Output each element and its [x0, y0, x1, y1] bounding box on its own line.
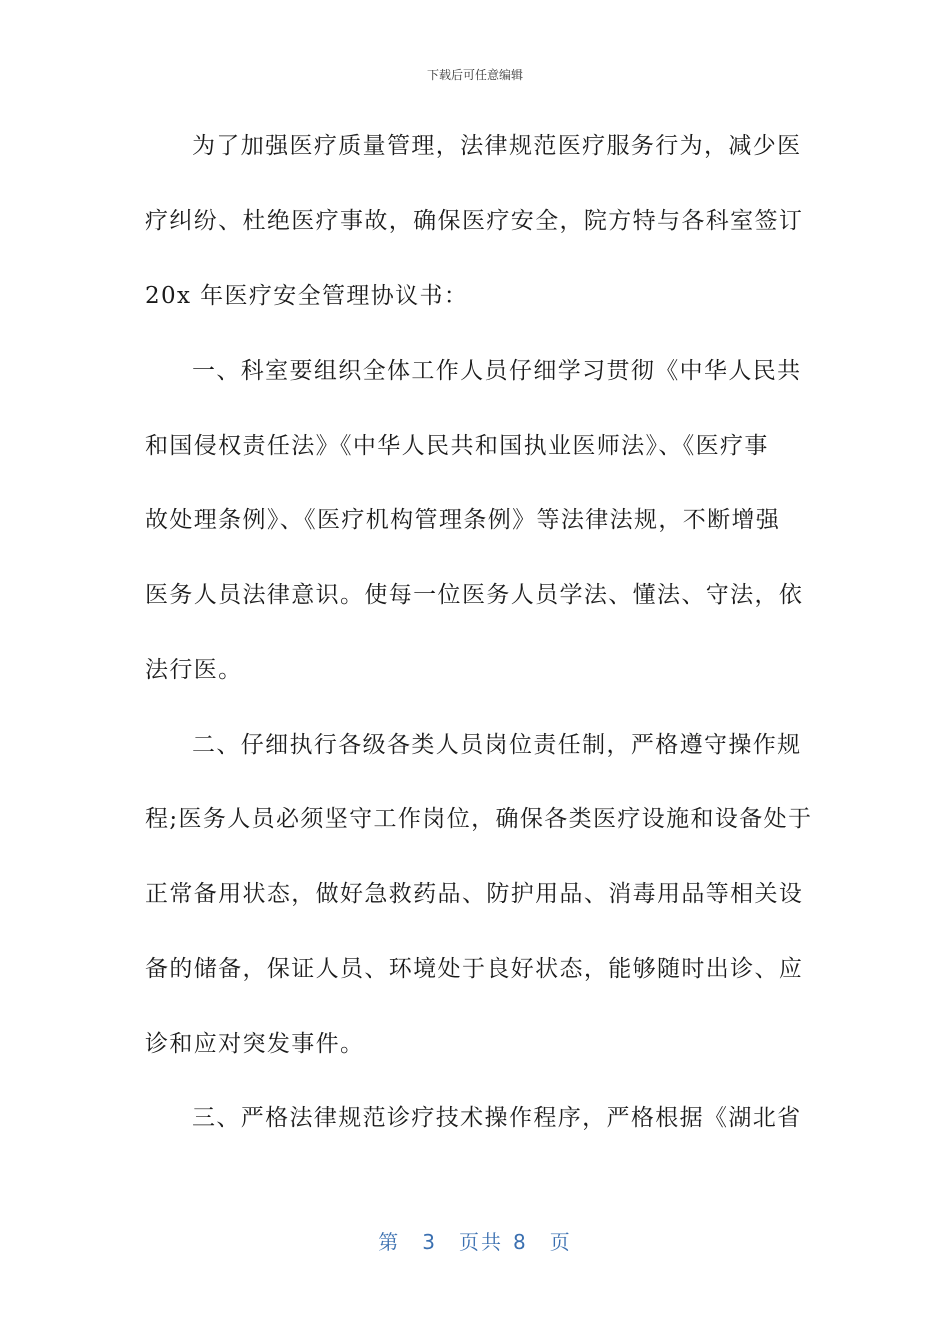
- footer-prefix: 第: [378, 1230, 401, 1254]
- paragraph-4-line-1: 三、严格法律规范诊疗技术操作程序，严格根据《湖北省: [192, 1105, 802, 1131]
- footer-middle: 页共: [459, 1230, 503, 1254]
- paragraph-3-line-5: 诊和应对突发事件。: [145, 1031, 365, 1057]
- paragraph-2-line-4: 医务人员法律意识。使每一位医务人员学法、懂法、守法，依: [145, 582, 804, 608]
- paragraph-1-line-2: 疗纠纷、杜绝医疗事故，确保医疗安全，院方特与各科室签订: [145, 208, 804, 234]
- paragraph-3-line-1: 二、仔细执行各级各类人员岗位责任制，严格遵守操作规: [192, 732, 802, 758]
- paragraph-3-line-4: 备的储备，保证人员、环境处于良好状态，能够随时出诊、应: [145, 956, 804, 982]
- paragraph-2-line-1: 一、科室要组织全体工作人员仔细学习贯彻《中华人民共: [192, 358, 802, 384]
- page-header: 下载后可任意编辑: [426, 68, 523, 82]
- paragraph-2-line-3: 故处理条例》、《医疗机构管理条例》等法律法规，不断增强: [145, 507, 781, 533]
- paragraph-2-line-2: 和国侵权责任法》《中华人民共和国执业医师法》、《医疗事: [145, 433, 769, 459]
- paragraph-3-line-2: 程;医务人员必须坚守工作岗位，确保各类医疗设施和设备处于: [145, 806, 813, 832]
- paragraph-1-line-3: 20x 年医疗安全管理协议书：: [145, 283, 469, 309]
- footer-total-pages: 8: [513, 1230, 528, 1254]
- footer-page-number: 3: [422, 1230, 437, 1254]
- paragraph-3-line-3: 正常备用状态，做好急救药品、防护用品、消毒用品等相关设: [145, 881, 804, 907]
- paragraph-1-line-1: 为了加强医疗质量管理，法律规范医疗服务行为，减少医: [192, 133, 802, 159]
- paragraph-2-line-5: 法行医。: [145, 657, 243, 683]
- page-footer: [0, 1226, 950, 1255]
- footer-suffix: 页: [549, 1230, 572, 1254]
